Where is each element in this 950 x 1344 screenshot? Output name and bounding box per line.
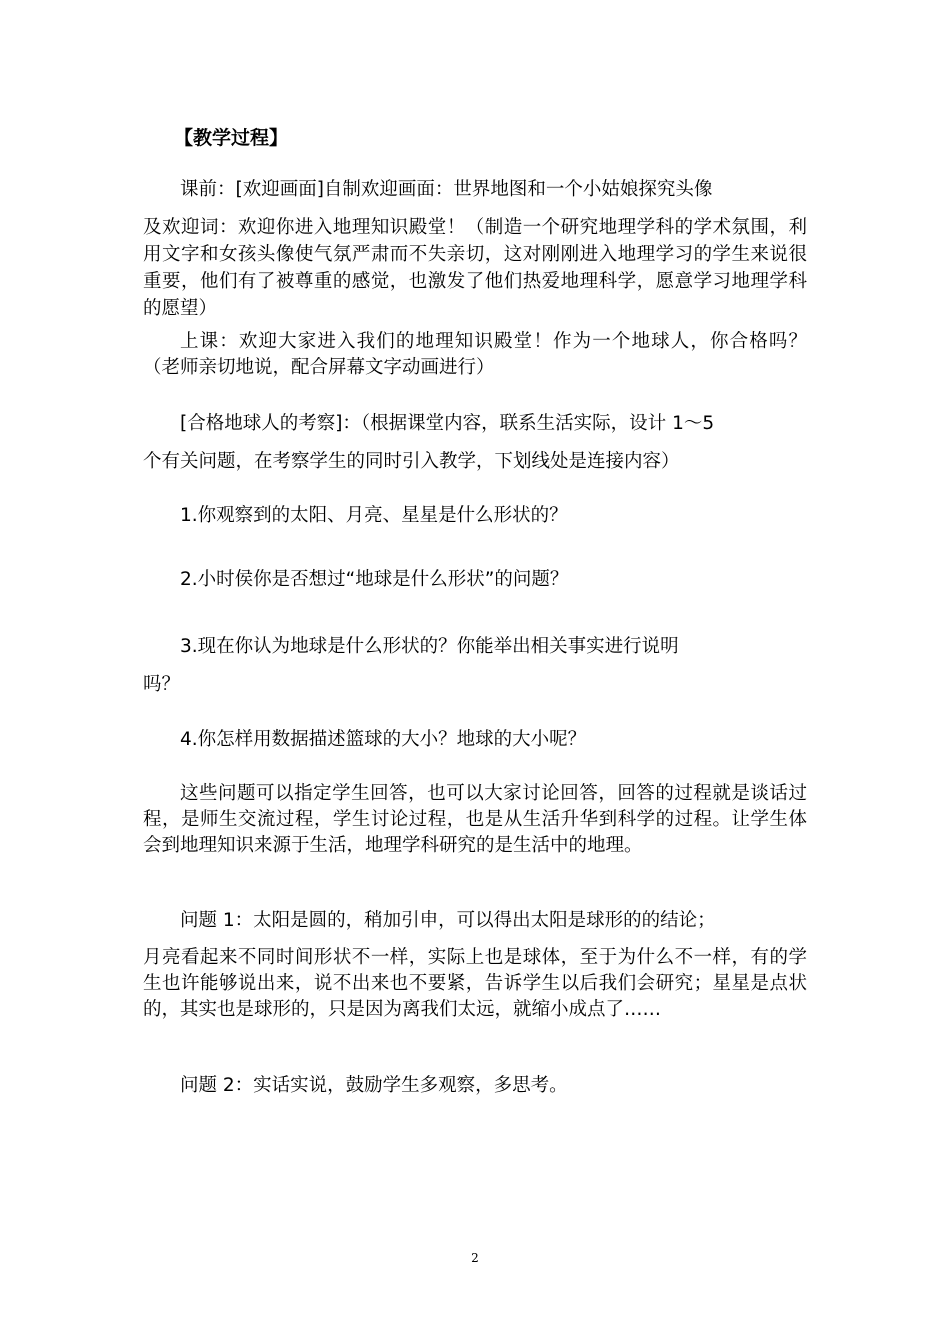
paragraph-intro [143, 177, 807, 213]
paragraph-class-start: 上课：欢迎大家进入我们的地理知识殿堂！作为一个地球人，你合格吗？（老师亲切地说，配合屏幕文字动画进行） [143, 331, 807, 378]
question-3: 3.现在你认为地球是什么形状的？你能举出相关事实进行说明 [180, 636, 679, 657]
page-number: 2 [471, 1251, 479, 1265]
paragraph-discussion: 这些问题可以指定学生回答，也可以大家讨论回答，回答的过程就是谈话过程，是师生交流过程，学生讨论过程，也是从生活升华到科学的过程。让学生体会到地理知识来源于生活，地理学科研究的是生活中的地理。 [143, 783, 807, 856]
paragraph-answer-1: 问题 1：太阳是圆的，稍加引申，可以得出太阳是球形的的结论； [180, 910, 716, 931]
question-3-continued: 吗？ [143, 674, 181, 695]
section-heading: 【教学过程】 [174, 127, 289, 149]
paragraph-intro-continued: 及欢迎词：欢迎你进入地理知识殿堂！（制造一个研究地理学科的学术氛围，利用文字和女孩头像使气氛严肃而不失亲切，这对刚刚进入地理学习的学生来说很重要，他们有了被尊重的感觉，也激发了他们热爱地理科学，愿意学习地理学科的愿望） [143, 217, 807, 319]
question-4: 4.你怎样用数据描述篮球的大小？地球的大小呢？ [180, 729, 587, 750]
paragraph-answer-2: 问题 2：实话实说，鼓励学生多观察，多思考。 [180, 1075, 568, 1096]
question-1: 1.你观察到的太阳、月亮、星星是什么形状的？ [180, 505, 568, 526]
paragraph-exam-line1: [合格地球人的考察]：（根据课堂内容，联系生活实际，设计 1～5 [180, 413, 715, 434]
paragraph-answer-1-continued: 月亮看起来不同时间形状不一样，实际上也是球体，至于为什么不一样，有的学生也许能够说出来，说不出来也不要紧，告诉学生以后我们会研究；星星是点状的，其实也是球形的，只是因为离我们太远，就缩小成点了…… [143, 947, 807, 1020]
paragraph-exam [143, 411, 807, 437]
paragraph-exam-continued: 个有关问题，在考察学生的同时引入教学，下划线处是连接内容） [143, 451, 680, 472]
question-2: 2.小时侯你是否想过“地球是什么形状”的问题？ [180, 569, 569, 590]
paragraph-intro-line1: 课前：[欢迎画面]自制欢迎画面：世界地图和一个小姑娘探究头像 [180, 179, 713, 200]
